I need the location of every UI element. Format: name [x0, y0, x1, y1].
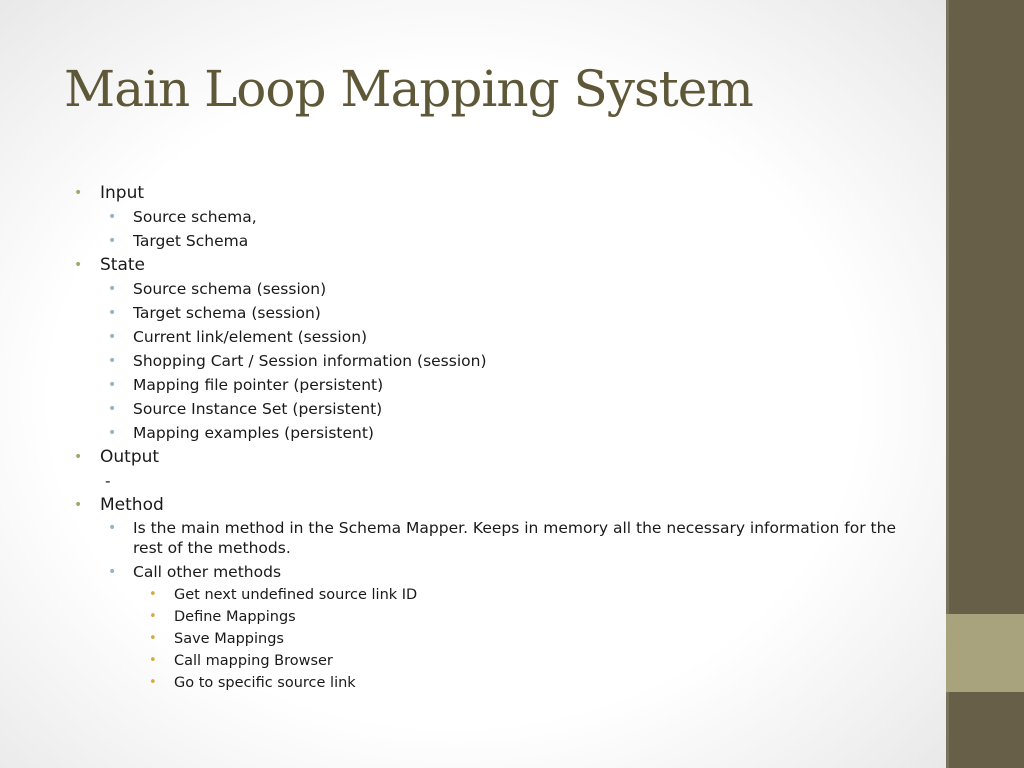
bullet-dot-icon: • — [108, 329, 117, 345]
list-item — [72, 421, 912, 445]
list-item-text: Source schema, — [133, 208, 257, 226]
list-item-text: Shopping Cart / Session information (session) — [133, 352, 487, 370]
list-item — [72, 373, 912, 397]
bullet-dot-icon: • — [74, 185, 83, 201]
list-subitem — [72, 584, 912, 606]
list-subitem-text: Call mapping Browser — [174, 653, 333, 669]
list-subitem-text: Go to specific source link — [174, 675, 356, 691]
list-item — [72, 229, 912, 253]
list-item-text: Call other methods — [133, 563, 282, 581]
bullet-input — [72, 181, 912, 205]
list-item — [72, 205, 912, 229]
list-subitem-text: Get next undefined source link ID — [174, 587, 418, 603]
bullet-dot-icon: • — [108, 377, 117, 393]
list-item-text: Is the main method in the Schema Mapper. Keeps in memory all the necessary information for the rest of the methods. — [133, 519, 896, 557]
bullet-method — [72, 493, 912, 517]
bullet-dot-icon: • — [74, 449, 83, 465]
bullet-dot-icon: • — [108, 281, 117, 297]
bullet-state — [72, 253, 912, 277]
list-subitem — [72, 606, 912, 628]
bullet-dot-icon: • — [108, 305, 117, 321]
slide-body — [72, 181, 912, 694]
list-item-text: Mapping examples (persistent) — [133, 424, 374, 442]
list-subitem-text: Define Mappings — [174, 609, 296, 625]
bullet-output — [72, 445, 912, 469]
bullet-dot-icon: • — [108, 209, 117, 225]
decorative-sidebar — [946, 0, 1024, 768]
bullet-dot-icon: • — [149, 609, 157, 624]
list-subitem — [72, 650, 912, 672]
bullet-dot-icon: • — [108, 353, 117, 369]
bullet-dot-icon: • — [108, 520, 117, 536]
list-item-text: Source schema (session) — [133, 280, 327, 298]
list-item — [72, 325, 912, 349]
slide-title: Main Loop Mapping System — [64, 60, 753, 118]
bullet-dot-icon: • — [108, 401, 117, 417]
list-item-text: Mapping file pointer (persistent) — [133, 376, 384, 394]
bullet-label: Method — [100, 495, 164, 515]
list-item-text: Target schema (session) — [133, 304, 321, 322]
list-item — [72, 517, 912, 560]
list-item — [72, 277, 912, 301]
list-item-text: Source Instance Set (persistent) — [133, 400, 383, 418]
bullet-dot-icon: • — [149, 653, 157, 668]
list-item-text: Current link/element (session) — [133, 328, 368, 346]
bullet-dot-icon: • — [108, 233, 117, 249]
bullet-dot-icon: • — [108, 564, 117, 580]
list-item — [72, 560, 912, 584]
list-subitem — [72, 672, 912, 694]
list-item-text: Target Schema — [133, 232, 249, 250]
bullet-dot-icon: • — [149, 631, 157, 646]
bullet-dot-icon: • — [149, 587, 157, 602]
list-subitem-text: Save Mappings — [174, 631, 284, 647]
bullet-label: State — [100, 255, 145, 275]
bullet-dot-icon: • — [74, 497, 83, 513]
list-item — [72, 349, 912, 373]
bullet-label: Output — [100, 447, 160, 467]
bullet-dot-icon: • — [149, 675, 157, 690]
list-subitem — [72, 628, 912, 650]
list-item-text: - — [105, 472, 111, 490]
list-item — [72, 469, 912, 493]
bullet-dot-icon: • — [74, 257, 83, 273]
bullet-dot-icon: • — [108, 425, 117, 441]
list-item — [72, 397, 912, 421]
sidebar-accent-block — [946, 614, 1024, 692]
bullet-label: Input — [100, 183, 145, 203]
list-item — [72, 301, 912, 325]
